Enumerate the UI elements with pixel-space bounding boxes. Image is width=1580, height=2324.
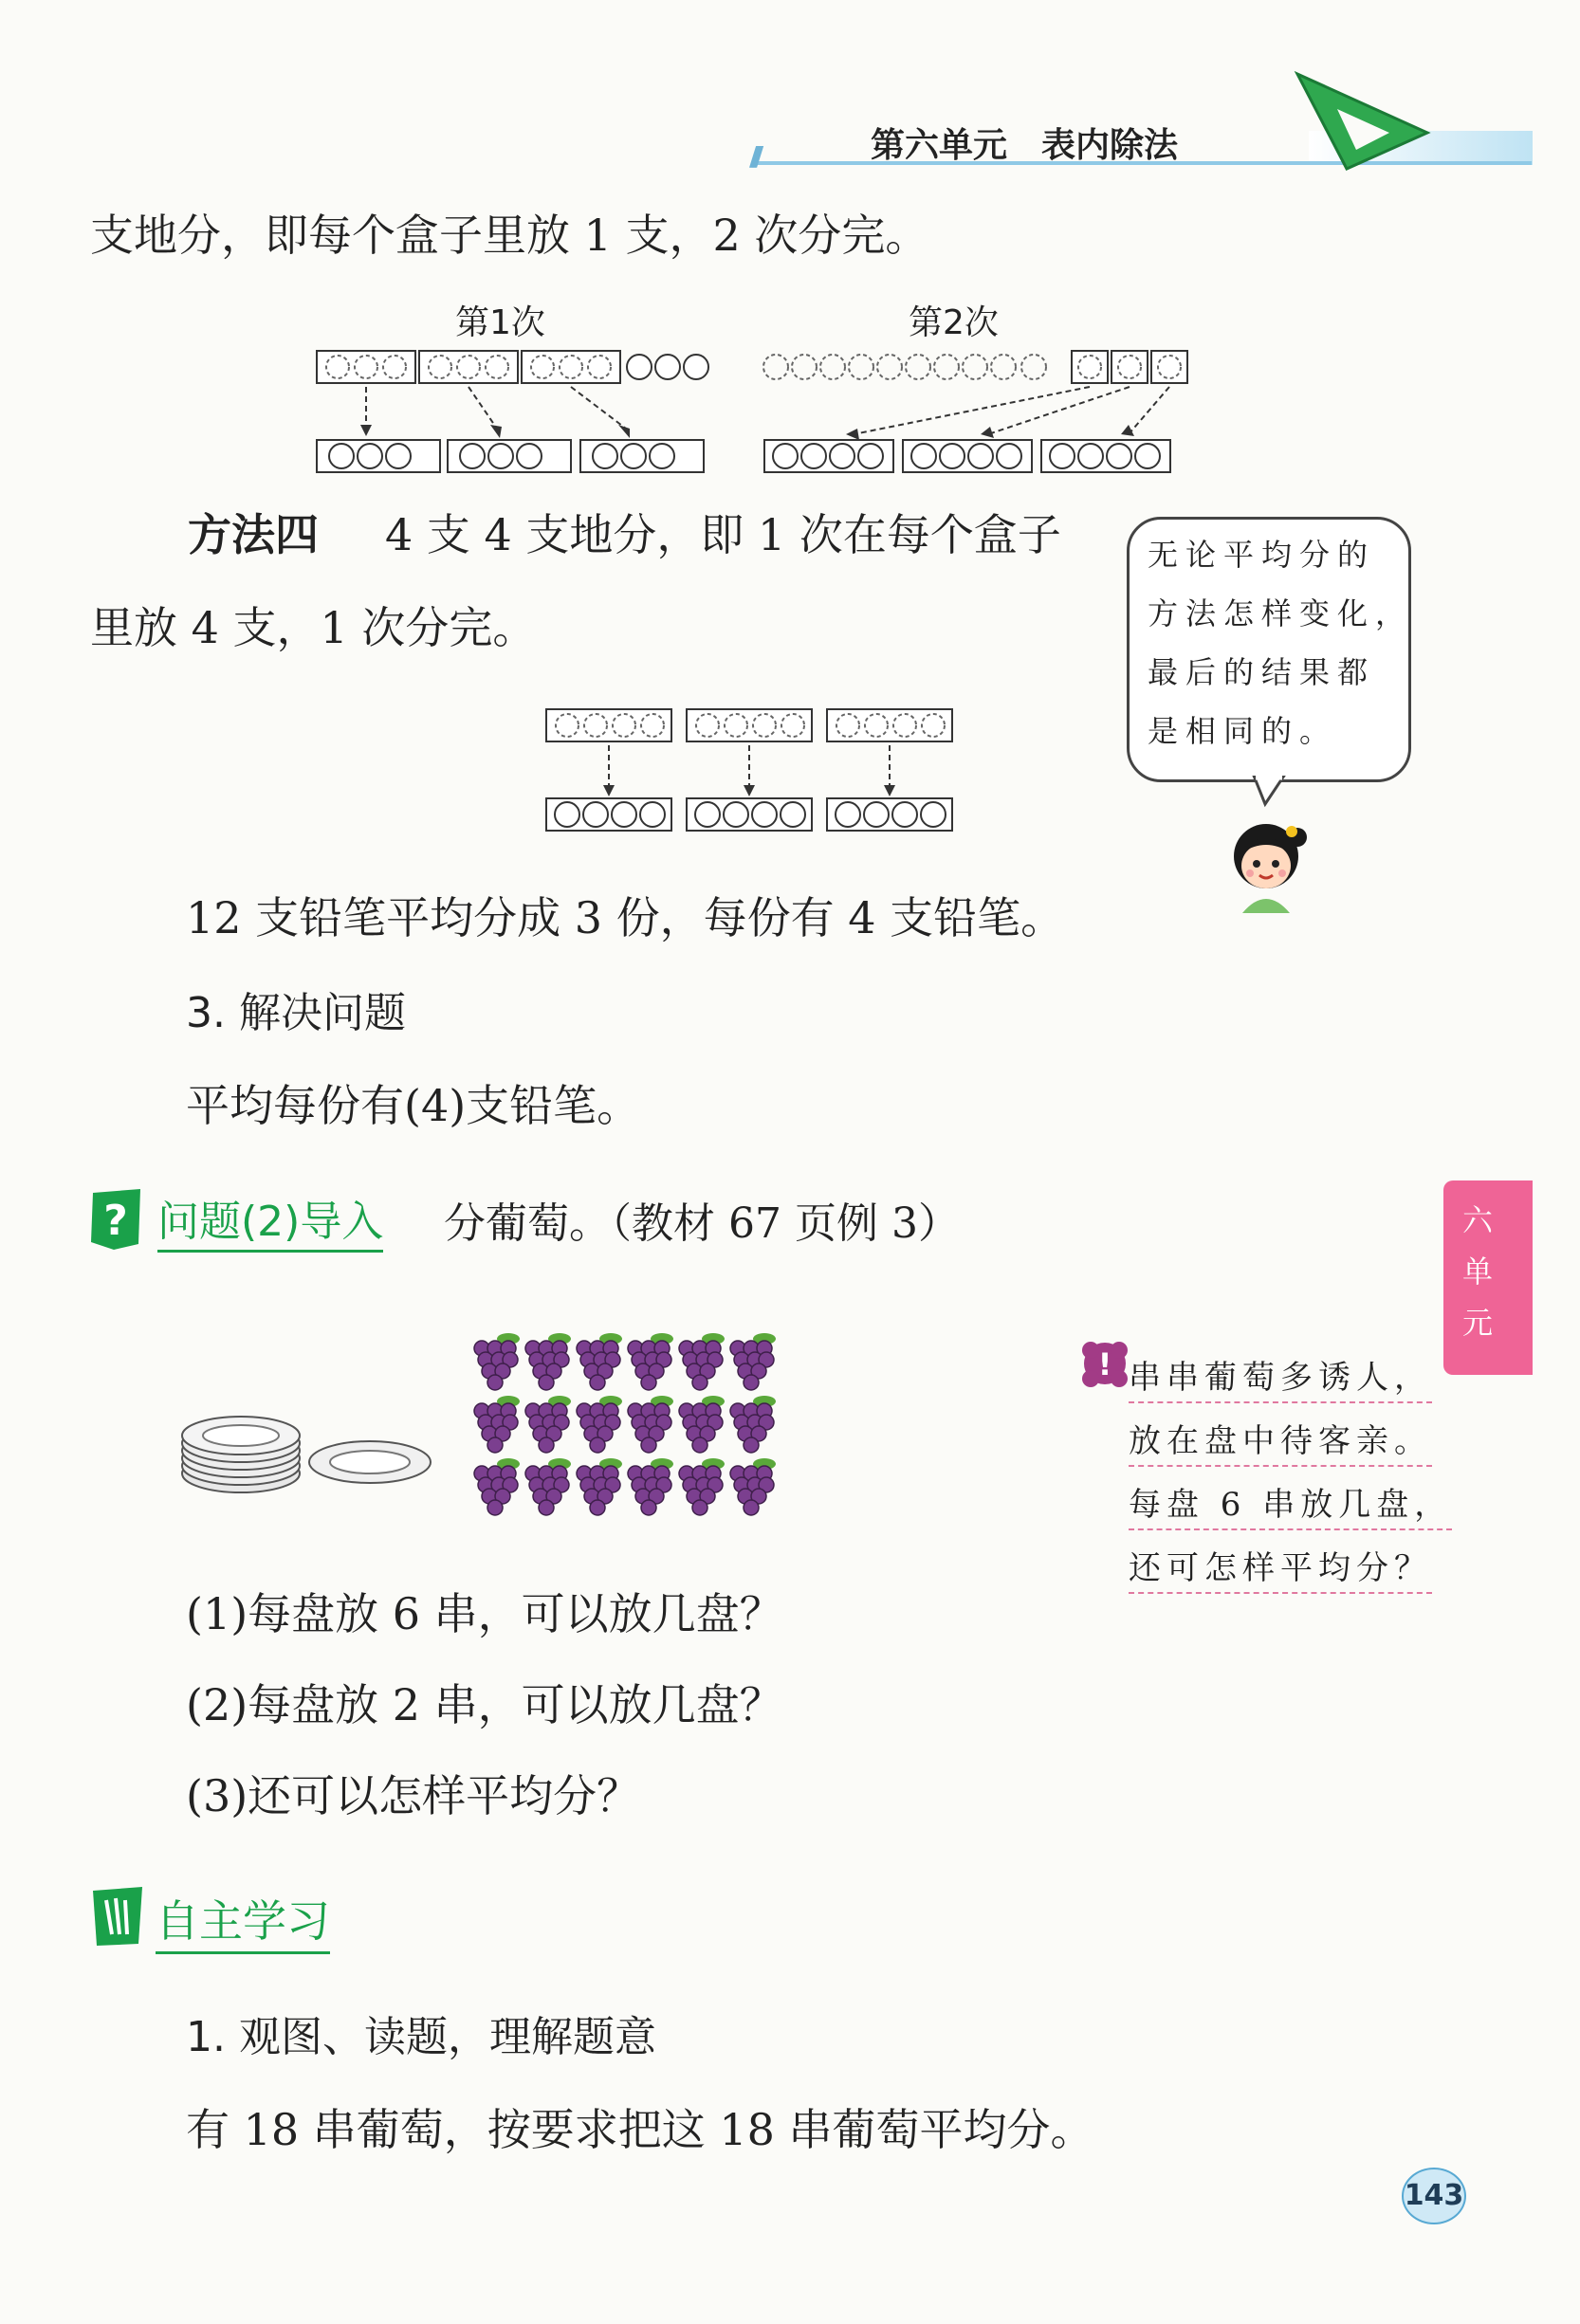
self-study-item-1: 1. 观图、读题，理解题意 (186, 2013, 656, 2061)
round-distribution-diagram (303, 341, 1195, 484)
side-tab-char-1: 六 (1462, 1202, 1494, 1238)
single-plate-icon (309, 1441, 431, 1483)
intro-line: 支地分，即每个盒子里放 1 支，2 次分完。 (90, 210, 929, 261)
unit-title: 第六单元 表内除法 (871, 126, 1179, 165)
self-study-item-1-text: 有 18 串葡萄，按要求把这 18 串葡萄平均分。 (186, 2104, 1094, 2155)
plates-and-grapes-illustration (180, 1327, 778, 1527)
tip-icon-text: ! (1097, 1346, 1112, 1382)
grape-bunch (577, 1458, 622, 1515)
method-four-text-2: 里放 4 支，1 次分完。 (90, 602, 537, 653)
side-tab-char-3: 元 (1462, 1305, 1494, 1341)
method-four-text-1: 4 支 4 支地分，即 1 次在每个盒子 (385, 509, 1061, 560)
page-number: 143 (1402, 2168, 1466, 2224)
question-badge-text: ? (103, 1197, 128, 1245)
side-tab-char-2: 单 (1462, 1253, 1494, 1290)
bubble-line-4: 是相同的。 (1148, 713, 1338, 749)
grape-bunch (474, 1458, 520, 1515)
question-3: (3)还可以怎样平均分？ (186, 1770, 641, 1821)
girl-character-icon (1214, 811, 1318, 915)
triangle-ruler-icon (1290, 66, 1432, 175)
grape-bunch (730, 1396, 776, 1453)
header-slash-decoration: ///// (749, 140, 757, 172)
pencil-cup-icon (87, 1883, 146, 1949)
bubble-line-1: 无论平均分的 (1148, 537, 1376, 573)
grape-bunch (679, 1396, 725, 1453)
solve-answer: 平均每份有(4)支铅笔。 (186, 1080, 641, 1131)
grape-bunch (525, 1396, 571, 1453)
conclusion-text: 12 支铅笔平均分成 3 份，每份有 4 支铅笔。 (186, 892, 1065, 943)
solve-heading: 3. 解决问题 (186, 989, 406, 1037)
second-round-label: 第2次 (909, 303, 999, 342)
tip-line-2: 放在盘中待客亲。 (1129, 1415, 1432, 1467)
exclamation-flower-icon (1081, 1339, 1129, 1392)
grape-bunch (628, 1396, 673, 1453)
bubble-tail (1252, 776, 1290, 814)
grape-bunch (577, 1333, 622, 1390)
question-1: (1)每盘放 6 串，可以放几盘？ (186, 1588, 783, 1639)
grape-bunch (679, 1333, 725, 1390)
plate-stack-icon (182, 1417, 300, 1492)
tip-line-4: 还可怎样平均分？ (1129, 1542, 1432, 1594)
grape-bunch (525, 1458, 571, 1515)
grape-bunch (679, 1458, 725, 1515)
grape-bunch (525, 1333, 571, 1390)
grape-bunch (474, 1396, 520, 1453)
tip-line-1: 串串葡萄多诱人， (1129, 1351, 1432, 1403)
grape-bunches-icon (474, 1333, 776, 1515)
tip-line-3: 每盘 6 串放几盘， (1129, 1478, 1452, 1530)
problem2-text: 分葡萄。（教材 67 页例 3） (444, 1199, 960, 1248)
grape-bunch (730, 1458, 776, 1515)
method-four-diagram (541, 702, 958, 834)
first-round-label: 第1次 (455, 303, 545, 342)
question-2: (2)每盘放 2 串，可以放几盘？ (186, 1679, 783, 1730)
grape-bunch (628, 1458, 673, 1515)
grape-bunch (577, 1396, 622, 1453)
grape-bunch (474, 1333, 520, 1390)
grape-bunch (628, 1333, 673, 1390)
bubble-line-2: 方法怎样变化， (1148, 595, 1414, 631)
grape-bunch (730, 1333, 776, 1390)
question-mark-icon (87, 1187, 146, 1252)
method-four-label: 方法四 (188, 509, 319, 560)
bubble-line-3: 最后的结果都 (1148, 654, 1376, 690)
self-study-title: 自主学习 (156, 1887, 330, 1954)
problem2-title: 问题(2)导入 (157, 1187, 383, 1253)
